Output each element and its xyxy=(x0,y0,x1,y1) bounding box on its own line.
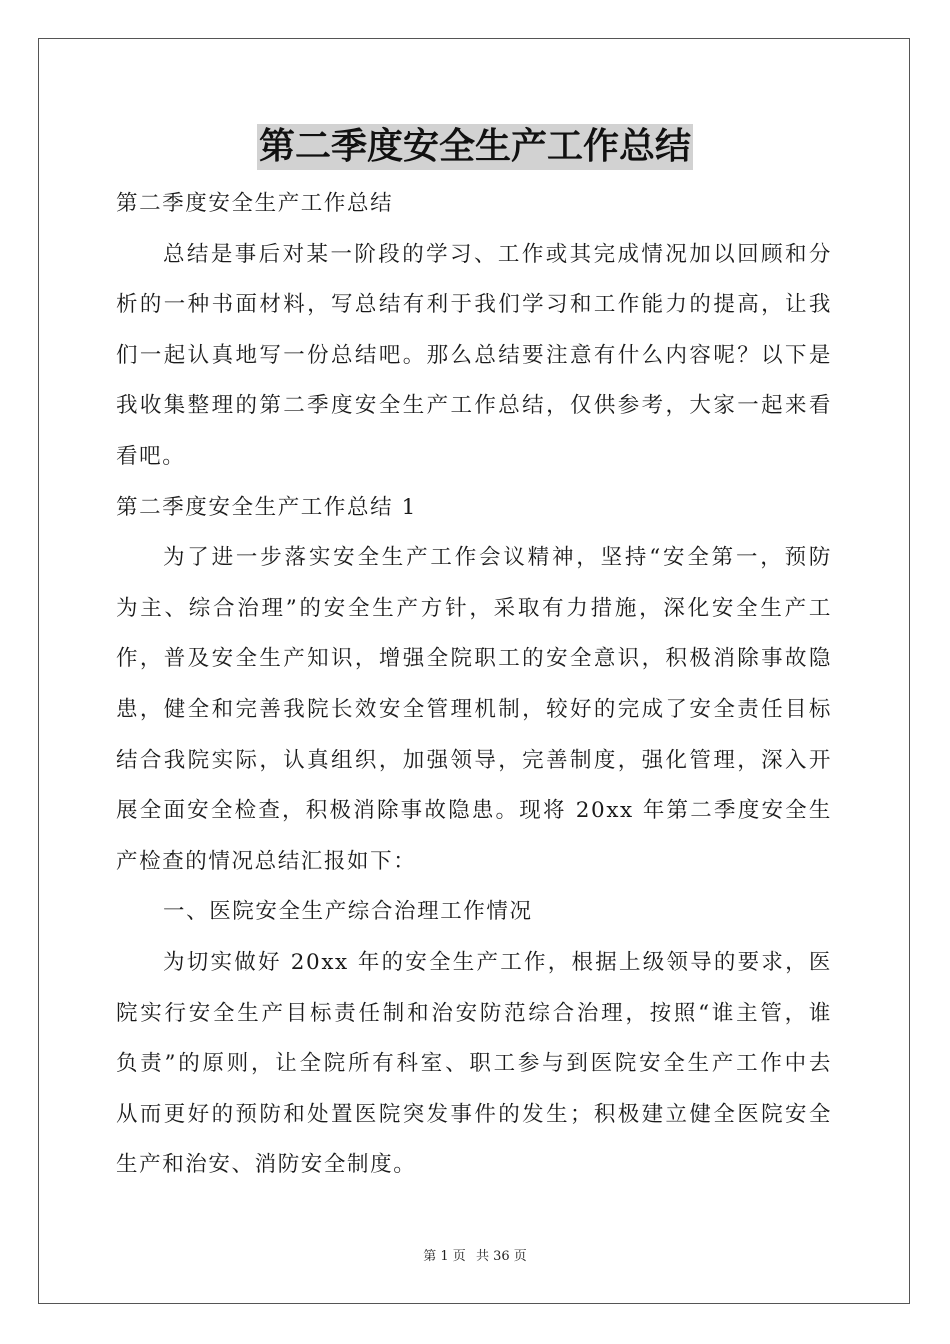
text-line: 作，普及安全生产知识，增强全院职工的安全意识，积极消除事故隐 xyxy=(116,646,832,672)
text-line: 第二季度安全生产工作总结 1 xyxy=(116,494,417,520)
page-number: 第 1 页 xyxy=(423,1249,466,1264)
text-line: 为了进一步落实安全生产工作会议精神，坚持“安全第一，预防 xyxy=(163,545,832,571)
text-line: 患，健全和完善我院长效安全管理机制，较好的完成了安全责任目标 xyxy=(116,696,832,722)
text-line: 为切实做好 20xx 年的安全生产工作，根据上级领导的要求，医 xyxy=(163,949,832,975)
text-line: 一、医院安全生产综合治理工作情况 xyxy=(163,899,533,925)
text-line: 产检查的情况总结汇报如下： xyxy=(116,848,417,874)
document-title: 第二季度安全生产工作总结 xyxy=(257,124,693,170)
text-line: 看吧。 xyxy=(116,443,186,469)
document-body xyxy=(116,179,832,1191)
page-footer xyxy=(0,1245,950,1264)
text-line: 院实行安全生产目标责任制和治安防范综合治理，按照“谁主管，谁 xyxy=(116,1000,832,1026)
text-line: 结合我院实际，认真组织，加强领导，完善制度，强化管理，深入开 xyxy=(116,747,832,773)
title-container xyxy=(0,124,950,170)
text-line: 生产和治安、消防安全制度。 xyxy=(116,1152,417,1178)
text-line: 们一起认真地写一份总结吧。那么总结要注意有什么内容呢？以下是 xyxy=(116,342,832,368)
total-pages: 共 36 页 xyxy=(475,1249,527,1264)
text-line: 展全面安全检查，积极消除事故隐患。现将 20xx 年第二季度安全生 xyxy=(116,798,832,824)
text-line: 总结是事后对某一阶段的学习、工作或其完成情况加以回顾和分 xyxy=(163,241,832,267)
text-line: 第二季度安全生产工作总结 xyxy=(116,191,394,216)
text-line: 为主、综合治理”的安全生产方针，采取有力措施，深化安全生产工 xyxy=(116,595,832,621)
text-line: 析的一种书面材料，写总结有利于我们学习和工作能力的提高，让我 xyxy=(116,292,832,318)
text-line: 从而更好的预防和处置医院突发事件的发生；积极建立健全医院安全 xyxy=(116,1101,832,1127)
text-line: 负责”的原则，让全院所有科室、职工参与到医院安全生产工作中去 xyxy=(116,1051,832,1077)
text-line: 我收集整理的第二季度安全生产工作总结，仅供参考，大家一起来看 xyxy=(116,393,832,419)
